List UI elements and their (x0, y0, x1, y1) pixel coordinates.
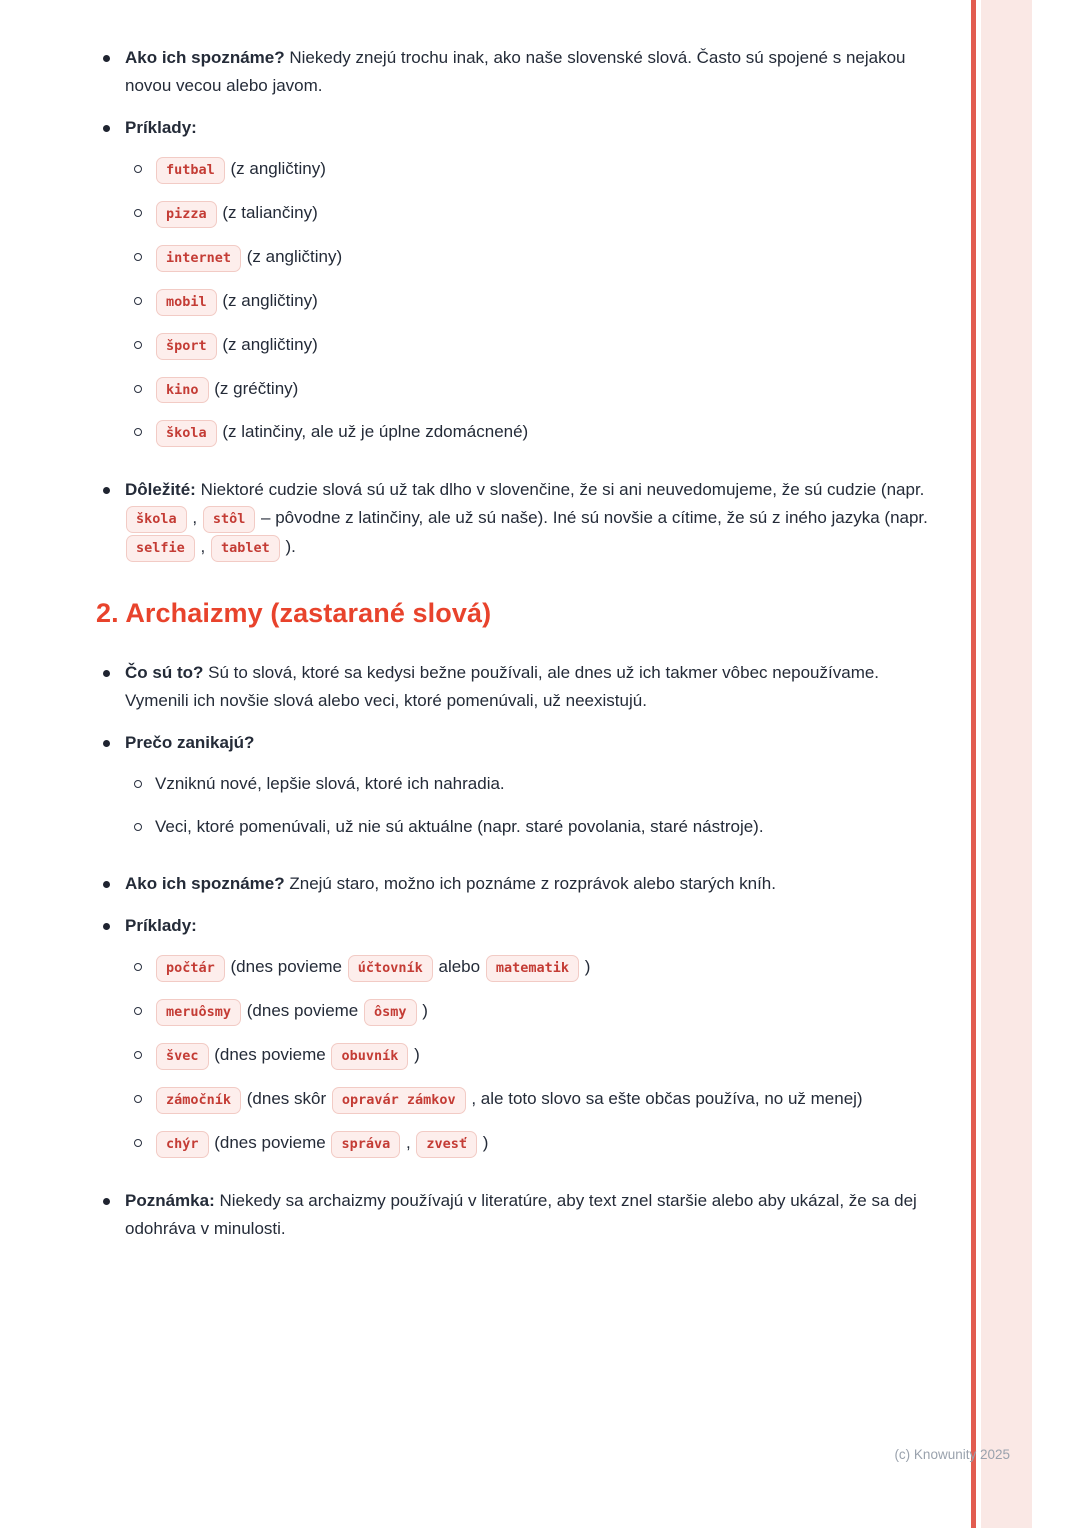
text-run: , (195, 537, 210, 557)
sub-list-item-body (155, 331, 942, 360)
text-run: ) (478, 1132, 489, 1152)
text-run: (dnes povieme (209, 1132, 331, 1152)
bold-label: Prečo zanikajú? (125, 733, 255, 753)
sub-list-item (125, 375, 942, 404)
circle-bullet-icon (134, 1051, 142, 1059)
code-chip: správa (331, 1131, 400, 1158)
text-run: Znejú staro, možno ich poznáme z rozprávok alebo starých kníh. (284, 874, 776, 894)
bold-label: Ako ich spoznáme? (125, 48, 285, 67)
list-item (96, 729, 942, 856)
circle-bullet-icon (134, 780, 142, 788)
sub-list-item-body (155, 418, 942, 447)
sub-list-item-body (155, 1041, 942, 1070)
text-run: (z gréčtiny) (209, 378, 299, 398)
text-run: alebo (433, 957, 485, 977)
bullet-list (96, 659, 942, 1243)
code-chip: futbal (156, 157, 225, 184)
bold-label: Čo sú to? (125, 663, 204, 683)
circle-bullet-icon (134, 297, 142, 305)
list-item (96, 659, 942, 715)
text-run: Niekedy znejú trochu inak, ako naše slovenské slová. Často sú spojené s nejakou novou vecou alebo javom. (125, 48, 906, 96)
copyright-footer: (c) Knowunity 2025 (894, 1447, 1010, 1462)
list-item-body (125, 44, 942, 100)
list-item (96, 476, 942, 562)
sub-list-item-body (155, 1129, 942, 1158)
code-chip: pizza (156, 201, 217, 228)
text-run: , ale toto slovo sa ešte občas používa, no už menej) (466, 1089, 863, 1109)
text-run: (z taliančiny) (217, 203, 318, 223)
bold-label: Príklady: (125, 916, 197, 936)
sub-bullet-list (125, 770, 942, 841)
code-chip: selfie (126, 535, 195, 562)
sub-list-item-body (155, 375, 942, 404)
code-chip: mobil (156, 289, 217, 316)
sub-list-item (125, 331, 942, 360)
code-chip: chýr (156, 1131, 209, 1158)
text-run: (z angličtiny) (242, 246, 343, 266)
code-chip: účtovník (348, 955, 433, 982)
section-heading: 2. Archaizmy (zastarané slová) (96, 598, 492, 629)
circle-bullet-icon (134, 428, 142, 436)
circle-bullet-icon (134, 1007, 142, 1015)
code-chip: obuvník (331, 1043, 408, 1070)
code-chip: zvesť (416, 1131, 477, 1158)
bullet-icon (103, 1198, 110, 1205)
text-run: , (187, 508, 202, 528)
list-item (96, 44, 942, 100)
list-item (96, 114, 942, 462)
sub-list-item-body (155, 953, 942, 982)
sub-list-item (125, 199, 942, 228)
sub-list-item-body (155, 813, 942, 841)
page-edge-accent-line (971, 0, 976, 1528)
list-item-body (125, 912, 942, 1172)
bullet-icon (103, 670, 110, 677)
bullet-icon (103, 923, 110, 930)
code-chip: opravár zámkov (332, 1087, 466, 1114)
code-chip: tablet (211, 535, 280, 562)
text-run: – pôvodne z latinčiny, ale už sú naše). Iné sú novšie a cítime, že sú z iného jazyka (napr. (256, 508, 928, 528)
sub-bullet-list (125, 953, 942, 1157)
text-run: Vzniknú nové, lepšie slová, ktoré ich nahradia. (155, 774, 505, 794)
circle-bullet-icon (134, 963, 142, 971)
list-item-body (125, 659, 942, 715)
bullet-icon (103, 487, 110, 494)
circle-bullet-icon (134, 341, 142, 349)
code-chip: šport (156, 333, 217, 360)
list-item (96, 870, 942, 898)
list-item (96, 1187, 942, 1243)
bullet-icon (103, 55, 110, 62)
bold-label: Ako ich spoznáme? (125, 874, 285, 894)
text-run: Veci, ktoré pomenúvali, už nie sú aktuálne (napr. staré povolania, staré nástroje). (155, 817, 764, 837)
text-run: , (401, 1132, 416, 1152)
sub-list-item (125, 1129, 942, 1158)
list-item-body (125, 729, 942, 856)
text-run: (z angličtiny) (225, 159, 326, 179)
bullet-list (96, 44, 942, 562)
document-content (96, 44, 942, 1257)
bold-label: Dôležité: (125, 480, 196, 500)
text-run: (dnes povieme (242, 1001, 363, 1021)
circle-bullet-icon (134, 253, 142, 261)
circle-bullet-icon (134, 165, 142, 173)
bullet-icon (103, 740, 110, 747)
sub-list-item-body (155, 155, 942, 184)
sub-list-item-body (155, 770, 942, 798)
sub-list-item (125, 155, 942, 184)
circle-bullet-icon (134, 209, 142, 217)
text-run: Sú to slová, ktoré sa kedysi bežne používali, ale dnes už ich takmer vôbec nepoužívame. Vymenili ich novšie slová alebo veci, ktoré pomenúvali, už neexistujú. (125, 663, 880, 711)
sub-list-item (125, 770, 942, 798)
text-run: (z latinčiny, ale už je úplne zdomácnené) (217, 422, 529, 442)
sub-bullet-list (125, 155, 942, 447)
circle-bullet-icon (134, 1095, 142, 1103)
sub-list-item-body (155, 287, 942, 316)
text-run: (z angličtiny) (217, 290, 318, 310)
list-item (96, 912, 942, 1172)
bullet-icon (103, 125, 110, 132)
sub-list-item (125, 813, 942, 841)
bold-label: Príklady: (125, 118, 197, 138)
text-run: Niekedy sa archaizmy používajú v literatúre, aby text znel staršie alebo aby ukázal, že sa dej odohráva v minulosti. (125, 1190, 917, 1238)
sub-list-item (125, 418, 942, 447)
code-chip: švec (156, 1043, 209, 1070)
text-run: ) (417, 1001, 428, 1021)
sub-list-item (125, 1085, 942, 1114)
list-item-body (125, 1187, 942, 1243)
list-item-body (125, 870, 942, 898)
list-item-body (125, 476, 942, 562)
bold-label: Poznámka: (125, 1190, 215, 1210)
text-run: (dnes povieme (225, 957, 347, 977)
text-run: (dnes povieme (209, 1045, 331, 1065)
code-chip: zámočník (156, 1087, 241, 1114)
sub-list-item-body (155, 1085, 942, 1114)
code-chip: škola (156, 420, 217, 447)
code-chip: počtár (156, 955, 225, 982)
bullet-icon (103, 881, 110, 888)
code-chip: internet (156, 245, 241, 272)
code-chip: kino (156, 377, 209, 404)
sub-list-item (125, 953, 942, 982)
text-run: ) (579, 957, 591, 977)
sub-list-item (125, 997, 942, 1026)
circle-bullet-icon (134, 823, 142, 831)
text-run: ). (280, 537, 296, 557)
text-run: (z angličtiny) (217, 334, 318, 354)
list-item-body (125, 114, 942, 462)
sub-list-item (125, 287, 942, 316)
circle-bullet-icon (134, 385, 142, 393)
text-run: (dnes skôr (242, 1089, 331, 1109)
sub-list-item (125, 1041, 942, 1070)
code-chip: škola (126, 506, 187, 533)
text-run: ) (409, 1045, 420, 1065)
code-chip: ôsmy (364, 999, 417, 1026)
sub-list-item (125, 243, 942, 272)
sub-list-item-body (155, 997, 942, 1026)
text-run: Niektoré cudzie slová sú už tak dlho v slovenčine, že si ani neuvedomujeme, že sú cudzie (napr. (195, 480, 925, 500)
code-chip: meruôsmy (156, 999, 241, 1026)
code-chip: matematik (486, 955, 579, 982)
circle-bullet-icon (134, 1139, 142, 1147)
page-edge-accent-band (981, 0, 1032, 1528)
sub-list-item-body (155, 199, 942, 228)
sub-list-item-body (155, 243, 942, 272)
code-chip: stôl (203, 506, 256, 533)
